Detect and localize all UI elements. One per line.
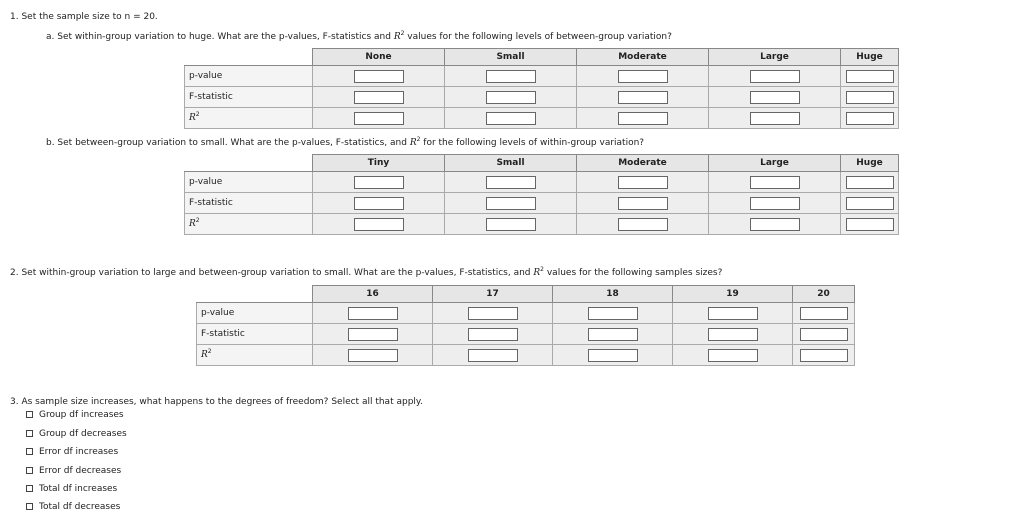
answer-input[interactable] (708, 307, 758, 320)
table-corner (185, 155, 313, 172)
answer-input[interactable] (800, 307, 848, 320)
question-2-prompt: 2. Set within-group variation to large and between-group variation to small. What are the p-values, F-statistics, and $R^2$ values for the following samples sizes? (10, 266, 723, 278)
checkbox[interactable] (26, 448, 33, 455)
answer-input[interactable] (800, 328, 848, 341)
answer-input[interactable] (708, 349, 758, 362)
answer-input[interactable] (750, 70, 800, 83)
answer-input[interactable] (486, 176, 536, 189)
answer-input[interactable] (708, 328, 758, 341)
answer-input[interactable] (354, 218, 404, 231)
answer-input[interactable] (618, 197, 668, 210)
answer-input[interactable] (618, 112, 668, 125)
answer-input[interactable] (348, 307, 398, 320)
question-1-title: 1. Set the sample size to n = 20. (10, 12, 158, 22)
row-label-f-statistic: F-statistic (185, 193, 313, 214)
row-label-p-value: p-value (185, 172, 313, 193)
checkbox[interactable] (26, 503, 33, 510)
answer-input[interactable] (588, 307, 638, 320)
option-group-df-decreases[interactable]: Group df decreases (26, 429, 127, 439)
answer-input[interactable] (846, 176, 894, 189)
answer-input[interactable] (618, 218, 668, 231)
answer-input[interactable] (468, 307, 518, 320)
table-row (197, 324, 855, 345)
answer-input[interactable] (750, 112, 800, 125)
question-3-prompt: 3. As sample size increases, what happens to the degrees of freedom? Select all that apply. (10, 397, 423, 407)
table-row (197, 303, 855, 324)
question-1a-prompt: a. Set within-group variation to huge. What are the p-values, F-statistics and $R^2$ values for the following levels of between-group variation? (46, 30, 672, 42)
answer-input[interactable] (750, 91, 800, 104)
answer-input[interactable] (486, 70, 536, 83)
option-error-df-increases[interactable]: Error df increases (26, 447, 118, 457)
answer-input[interactable] (486, 91, 536, 104)
answer-input[interactable] (354, 197, 404, 210)
row-label-p-value: p-value (185, 66, 313, 87)
col-header-huge: Huge (841, 49, 899, 66)
answer-input[interactable] (846, 91, 894, 104)
checkbox[interactable] (26, 485, 33, 492)
answer-input[interactable] (354, 70, 404, 83)
col-header-17: 17 (433, 286, 553, 303)
col-header-large: Large (709, 49, 841, 66)
col-header-none: None (313, 49, 445, 66)
row-label-f-statistic: F-statistic (197, 324, 313, 345)
option-total-df-increases[interactable]: Total df increases (26, 484, 117, 494)
table-row (185, 193, 899, 214)
table-corner (185, 49, 313, 66)
table-corner (197, 286, 313, 303)
answer-input[interactable] (750, 197, 800, 210)
col-header-large: Large (709, 155, 841, 172)
col-header-16: 16 (313, 286, 433, 303)
col-header-18: 18 (553, 286, 673, 303)
option-group-df-increases[interactable]: Group df increases (26, 410, 124, 420)
answer-input[interactable] (486, 112, 536, 125)
answer-input[interactable] (468, 349, 518, 362)
table-1b (184, 154, 899, 235)
answer-input[interactable] (750, 176, 800, 189)
option-total-df-decreases[interactable]: Total df decreases (26, 502, 120, 512)
row-label-f-statistic: F-statistic (185, 87, 313, 108)
table-row (197, 345, 855, 366)
option-error-df-decreases[interactable]: Error df decreases (26, 466, 121, 476)
checkbox[interactable] (26, 467, 33, 474)
answer-input[interactable] (354, 91, 404, 104)
answer-input[interactable] (618, 91, 668, 104)
col-header-tiny: Tiny (313, 155, 445, 172)
answer-input[interactable] (354, 176, 404, 189)
table-row (185, 66, 899, 87)
answer-input[interactable] (354, 112, 404, 125)
col-header-small: Small (445, 155, 577, 172)
col-header-small: Small (445, 49, 577, 66)
answer-input[interactable] (800, 349, 848, 362)
answer-input[interactable] (618, 176, 668, 189)
answer-input[interactable] (588, 328, 638, 341)
answer-input[interactable] (348, 349, 398, 362)
answer-input[interactable] (588, 349, 638, 362)
question-1b-prompt: b. Set between-group variation to small. What are the p-values, F-statistics, and $R^2$ for the following levels of within-group variation? (46, 136, 645, 148)
answer-input[interactable] (348, 328, 398, 341)
row-label-r-squared: $R^2$ (185, 214, 313, 235)
answer-input[interactable] (846, 218, 894, 231)
col-header-20: 20 (793, 286, 855, 303)
answer-input[interactable] (468, 328, 518, 341)
checkbox[interactable] (26, 411, 33, 418)
table-row (185, 214, 899, 235)
answer-input[interactable] (750, 218, 800, 231)
answer-input[interactable] (846, 197, 894, 210)
answer-input[interactable] (846, 70, 894, 83)
row-label-r-squared: $R^2$ (197, 345, 313, 366)
col-header-moderate: Moderate (577, 155, 709, 172)
col-header-huge: Huge (841, 155, 899, 172)
answer-input[interactable] (618, 70, 668, 83)
table-row (185, 108, 899, 129)
table-row (185, 172, 899, 193)
answer-input[interactable] (486, 218, 536, 231)
col-header-19: 19 (673, 286, 793, 303)
table-2 (196, 285, 855, 366)
row-label-p-value: p-value (197, 303, 313, 324)
table-1a (184, 48, 899, 129)
table-row (185, 87, 899, 108)
row-label-r-squared: $R^2$ (185, 108, 313, 129)
answer-input[interactable] (486, 197, 536, 210)
checkbox[interactable] (26, 430, 33, 437)
col-header-moderate: Moderate (577, 49, 709, 66)
answer-input[interactable] (846, 112, 894, 125)
